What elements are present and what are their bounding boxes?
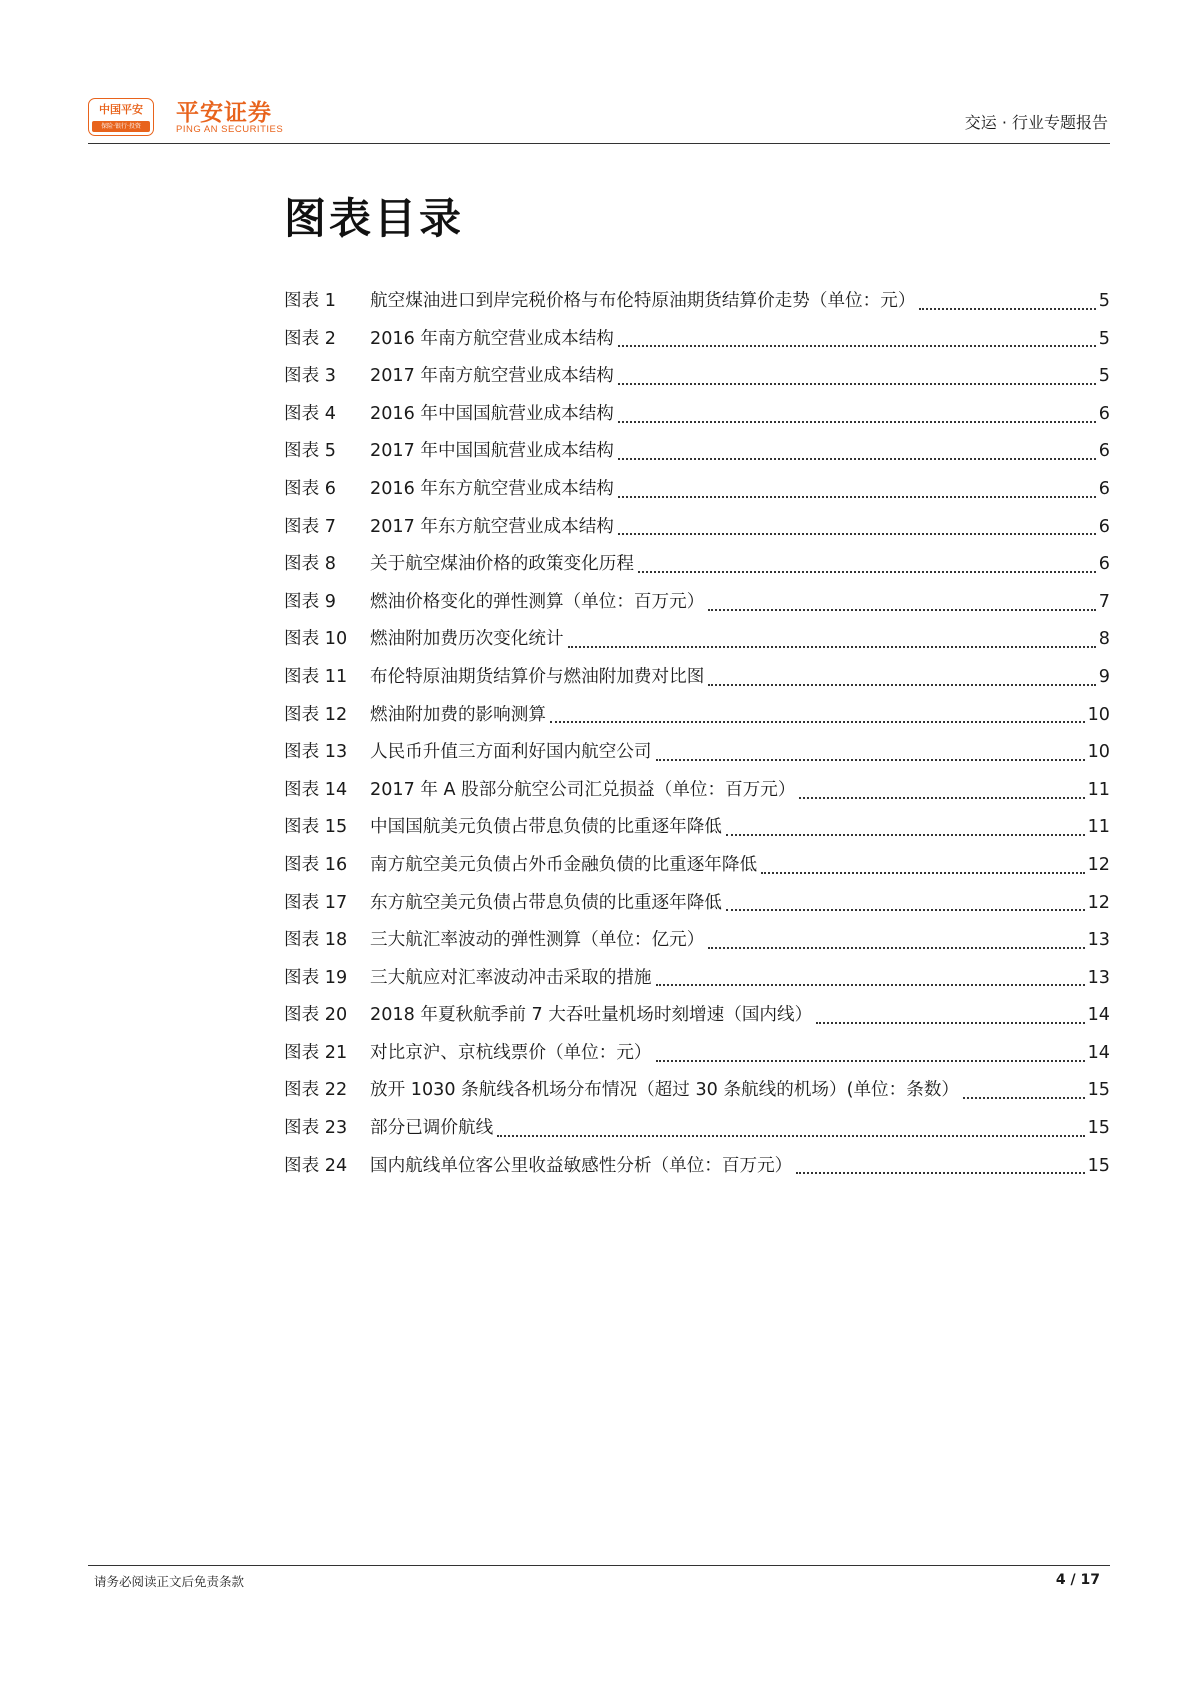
toc-dot-leader (656, 1050, 1085, 1062)
toc-entry-page: 5 (1098, 328, 1110, 349)
toc-entry-title: 2017 年中国国航营业成本结构 (370, 441, 614, 462)
toc-entry-title: 放开 1030 条航线各机场分布情况（超过 30 条航线的机场）(单位：条数） (370, 1080, 960, 1101)
toc-entry-page: 8 (1098, 629, 1110, 650)
toc-entry-title: 国内航线单位客公里收益敏感性分析（单位：百万元） (370, 1155, 793, 1176)
toc-entry[interactable] (284, 885, 1110, 923)
toc-entry-page: 13 (1087, 930, 1110, 951)
toc-entry-title: 人民币升值三方面利好国内航空公司 (370, 742, 652, 763)
toc-dot-leader (656, 749, 1085, 761)
toc-dot-leader (638, 561, 1096, 573)
toc-entry[interactable] (284, 734, 1110, 772)
toc-entry-label: 图表 12 (284, 704, 348, 725)
toc-entry[interactable] (284, 659, 1110, 697)
toc-entry-label: 图表 16 (284, 854, 348, 875)
toc-entry-label: 图表 17 (284, 892, 348, 913)
toc-entry-title: 三大航汇率波动的弹性测算（单位：亿元） (370, 930, 705, 951)
toc-dot-leader (656, 974, 1085, 986)
brand-name-cn: 平安证券 (176, 100, 272, 126)
toc-entry[interactable] (284, 621, 1110, 659)
toc-entry-label: 图表 15 (284, 817, 348, 838)
toc-dot-leader (796, 1162, 1084, 1174)
toc-entry-title: 2016 年中国国航营业成本结构 (370, 403, 614, 424)
toc-dot-leader (919, 298, 1095, 310)
toc-entry-title: 布伦特原油期货结算价与燃油附加费对比图 (370, 666, 705, 687)
toc-dot-leader (550, 711, 1085, 723)
toc-entry-title: 燃油附加费的影响测算 (370, 704, 546, 725)
toc-entry[interactable] (284, 584, 1110, 622)
toc-entry-label: 图表 9 (284, 591, 336, 612)
toc-entry-title: 2016 年东方航空营业成本结构 (370, 478, 614, 499)
toc-entry-page: 10 (1087, 704, 1110, 725)
toc-entry-page: 11 (1087, 817, 1110, 838)
toc-entry-label: 图表 19 (284, 967, 348, 988)
toc-dot-leader (618, 335, 1096, 347)
toc-entry-label: 图表 11 (284, 666, 348, 687)
toc-entry-page: 14 (1087, 1005, 1110, 1026)
toc-entry-label: 图表 18 (284, 930, 348, 951)
toc-dot-leader (708, 599, 1096, 611)
toc-dot-leader (618, 448, 1096, 460)
page-header (88, 96, 1110, 144)
toc-dot-leader (799, 787, 1084, 799)
toc-entry-label: 图表 23 (284, 1118, 348, 1139)
toc-entry-page: 6 (1098, 478, 1110, 499)
toc-entry-page: 5 (1098, 366, 1110, 387)
footer-divider (88, 1565, 1110, 1566)
page-number: 4 / 17 (1055, 1572, 1100, 1588)
toc-entry-title: 航空煤油进口到岸完税价格与布伦特原油期货结算价走势（单位：元） (370, 291, 916, 311)
toc-entry-title: 燃油价格变化的弹性测算（单位：百万元） (370, 591, 705, 612)
toc-entry-label: 图表 1 (284, 291, 336, 311)
toc-entry[interactable] (284, 471, 1110, 509)
toc-entry-label: 图表 22 (284, 1080, 348, 1101)
toc-entry-page: 10 (1087, 742, 1110, 763)
toc-entry-title: 三大航应对汇率波动冲击采取的措施 (370, 967, 652, 988)
toc-dot-leader (618, 411, 1096, 423)
toc-entry[interactable] (284, 1072, 1110, 1110)
logo-badge-text: 中国平安 (99, 103, 143, 116)
toc-dot-leader (618, 486, 1096, 498)
toc-entry-page: 9 (1098, 666, 1110, 687)
toc-entry-label: 图表 24 (284, 1155, 348, 1176)
toc-entry[interactable] (284, 1035, 1110, 1073)
toc-entry-title: 关于航空煤油价格的政策变化历程 (370, 554, 634, 575)
toc-dot-leader (963, 1087, 1085, 1099)
toc-entry-page: 13 (1087, 967, 1110, 988)
toc-entry[interactable] (284, 321, 1110, 359)
toc-entry-label: 图表 5 (284, 441, 336, 462)
toc-dot-leader (726, 824, 1085, 836)
toc-entry-page: 6 (1098, 403, 1110, 424)
toc-entry-page: 15 (1087, 1080, 1110, 1101)
toc-entry-label: 图表 7 (284, 516, 336, 537)
toc-entry-title: 中国国航美元负债占带息负债的比重逐年降低 (370, 817, 722, 838)
toc-dot-leader (761, 862, 1085, 874)
toc-entry[interactable] (284, 922, 1110, 960)
toc-entry-page: 12 (1087, 892, 1110, 913)
toc-entry[interactable] (284, 283, 1110, 321)
toc-dot-leader (708, 937, 1084, 949)
toc-entry-page: 11 (1087, 779, 1110, 800)
header-divider (88, 143, 1110, 144)
toc-dot-leader (708, 674, 1096, 686)
page-title: 图表目录 (284, 194, 465, 243)
toc-entry[interactable] (284, 396, 1110, 434)
toc-entry-title: 部分已调价航线 (370, 1118, 494, 1139)
toc-dot-leader (618, 373, 1096, 385)
toc-entry-page: 6 (1098, 516, 1110, 537)
toc-dot-leader (726, 899, 1085, 911)
toc-entry-label: 图表 14 (284, 779, 348, 800)
toc-entry-title: 对比京沪、京杭线票价（单位：元） (370, 1042, 652, 1063)
toc-entry-page: 6 (1098, 441, 1110, 462)
toc-entry[interactable] (284, 997, 1110, 1035)
toc-dot-leader (497, 1125, 1084, 1137)
toc-entry-title: 南方航空美元负债占外币金融负债的比重逐年降低 (370, 854, 758, 875)
toc-entry-label: 图表 2 (284, 328, 336, 349)
toc-entry-label: 图表 8 (284, 554, 336, 575)
toc-entry-title: 2016 年南方航空营业成本结构 (370, 328, 614, 349)
toc-entry[interactable] (284, 546, 1110, 584)
toc-entry[interactable] (284, 960, 1110, 998)
toc-entry-label: 图表 4 (284, 403, 336, 424)
toc-entry[interactable] (284, 433, 1110, 471)
toc-entry-page: 14 (1087, 1042, 1110, 1063)
toc-entry[interactable] (284, 1148, 1110, 1186)
toc-entry-label: 图表 20 (284, 1005, 348, 1026)
toc-entry[interactable] (284, 809, 1110, 847)
toc-entry-page: 7 (1098, 591, 1110, 612)
toc-dot-leader (816, 1012, 1084, 1024)
toc-entry[interactable] (284, 1110, 1110, 1148)
toc-entry-page: 5 (1098, 291, 1110, 311)
toc-entry[interactable] (284, 697, 1110, 735)
toc-entry-label: 图表 3 (284, 366, 336, 387)
toc-entry-title: 东方航空美元负债占带息负债的比重逐年降低 (370, 892, 722, 913)
footer-disclaimer: 请务必阅读正文后免责条款 (94, 1574, 245, 1589)
toc-dot-leader (568, 636, 1096, 648)
toc-entry-page: 6 (1098, 554, 1110, 575)
toc-entry[interactable] (284, 509, 1110, 547)
toc-entry-title: 2017 年东方航空营业成本结构 (370, 516, 614, 537)
toc-entry[interactable] (284, 772, 1110, 810)
brand-name-en: PING AN SECURITIES (176, 124, 284, 135)
figure-list (284, 283, 1110, 1185)
report-category: 交运 · 行业专题报告 (964, 113, 1108, 132)
toc-entry-page: 15 (1087, 1155, 1110, 1176)
toc-entry[interactable] (284, 847, 1110, 885)
toc-entry-label: 图表 13 (284, 742, 348, 763)
toc-entry-label: 图表 10 (284, 629, 348, 650)
toc-entry-label: 图表 6 (284, 478, 336, 499)
toc-entry-title: 2017 年南方航空营业成本结构 (370, 366, 614, 387)
ping-an-logo-icon (88, 98, 154, 136)
toc-entry-title: 2018 年夏秋航季前 7 大吞吐量机场时刻增速（国内线） (370, 1005, 813, 1026)
toc-entry-title: 燃油附加费历次变化统计 (370, 629, 564, 650)
toc-entry-page: 15 (1087, 1118, 1110, 1139)
toc-entry[interactable] (284, 358, 1110, 396)
toc-dot-leader (618, 523, 1096, 535)
toc-entry-label: 图表 21 (284, 1042, 348, 1063)
logo-badge-tagline: 保险·银行·投资 (92, 121, 150, 132)
toc-entry-title: 2017 年 A 股部分航空公司汇兑损益（单位：百万元） (370, 779, 796, 800)
toc-entry-page: 12 (1087, 854, 1110, 875)
